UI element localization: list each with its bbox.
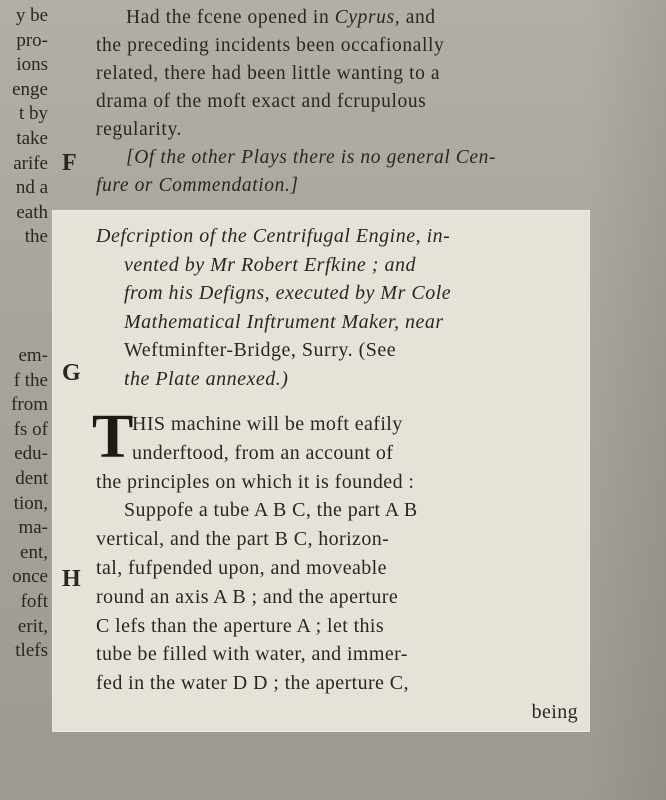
left-line: t by xyxy=(18,103,48,125)
drop-cap: T xyxy=(92,403,134,471)
left-line: y be xyxy=(15,5,48,26)
left-line: pro- xyxy=(16,29,48,51)
title-line: Defcription of the Centrifugal Engine, in- xyxy=(96,225,451,247)
left-line: fs of xyxy=(13,418,48,440)
title-line: Mathematical Inftrument Maker, near xyxy=(124,310,444,333)
left-line: arife xyxy=(13,152,48,174)
left-line: ions xyxy=(16,54,48,76)
body-line: tube be filled with water, and immer- xyxy=(96,643,408,666)
title-line: from his Defigns, executed by Mr Cole xyxy=(124,282,452,304)
text-line: Had the fcene opened in Cyprus, and xyxy=(126,7,436,28)
left-line: f the xyxy=(13,369,48,391)
left-line: erit, xyxy=(17,615,48,637)
body-line: vertical, and the part B C, horizon- xyxy=(96,528,390,551)
text-line: related, there had been little wanting to a xyxy=(96,63,441,84)
article-body xyxy=(96,410,586,727)
margin-letter-f: F xyxy=(62,150,77,176)
left-column-bottom xyxy=(0,344,54,664)
body-line: the principles on which it is founded : xyxy=(96,470,415,493)
left-line: dent xyxy=(15,467,48,489)
text-line: drama of the moft exact and fcrupulous xyxy=(96,91,427,112)
left-line: ent, xyxy=(20,541,48,563)
bracket-note: [Of the other Plays there is no general Cen- xyxy=(126,147,497,168)
margin-letter-h: H xyxy=(62,566,81,592)
left-line: tion, xyxy=(13,492,48,514)
left-line: tlefs xyxy=(15,640,48,662)
body-line: C lefs than the aperture A ; let this xyxy=(96,614,385,637)
title-line: Weftminfter-Bridge, Surry. (See xyxy=(124,339,397,361)
text-line: regularity. xyxy=(96,119,183,140)
previous-article-ending xyxy=(96,4,586,200)
body-line: fed in the water D D ; the aperture C, xyxy=(96,672,409,695)
body-line: round an axis A B ; and the aperture xyxy=(96,585,399,608)
left-line: eath xyxy=(16,201,48,223)
left-line: take xyxy=(16,127,48,149)
left-line: from xyxy=(11,394,48,416)
margin-letter-g: G xyxy=(62,360,81,386)
left-line: foft xyxy=(20,590,48,612)
left-line: em- xyxy=(18,345,48,366)
left-line: nd a xyxy=(15,177,48,199)
catchword: being xyxy=(531,700,578,723)
left-line: ma- xyxy=(18,517,48,539)
left-line: enge xyxy=(12,78,48,100)
title-line: vented by Mr Robert Erfkine ; and xyxy=(124,253,416,276)
left-line: the xyxy=(24,226,48,248)
left-line: once xyxy=(12,566,48,588)
left-line: edu- xyxy=(14,443,48,465)
body-line: tal, fufpended upon, and moveable xyxy=(96,556,387,579)
text-line: the preceding incidents been occafionally xyxy=(96,35,445,56)
bracket-note: fure or Commendation.] xyxy=(96,175,299,196)
article-title xyxy=(96,222,586,393)
body-line: underftood, from an account of xyxy=(132,441,394,464)
title-line: the Plate annexed.) xyxy=(124,367,289,390)
body-line: Suppofe a tube A B C, the part A B xyxy=(124,499,418,522)
body-line: HIS machine will be moft eafily xyxy=(132,413,403,435)
left-column-top xyxy=(0,4,54,250)
